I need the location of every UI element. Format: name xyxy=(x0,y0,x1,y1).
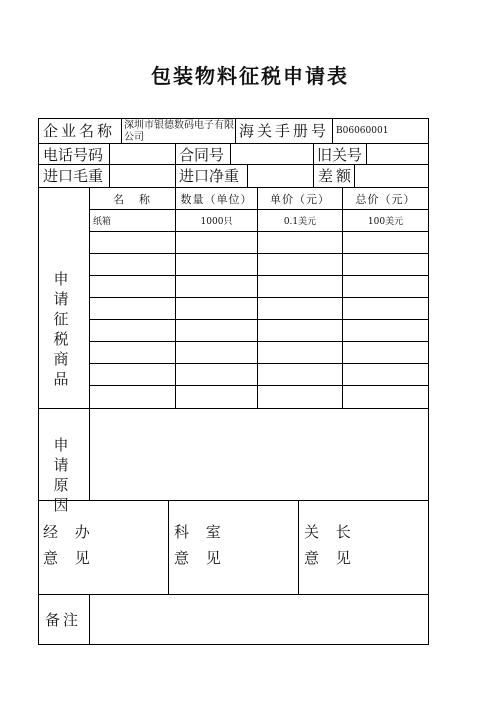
form-title: 包装物料征税申请表 xyxy=(151,64,349,88)
contract-field[interactable] xyxy=(231,144,312,164)
application-form xyxy=(38,118,429,645)
department-opinion-label xyxy=(174,522,227,568)
divider xyxy=(39,187,428,188)
goods-section-label-line: 征 税 xyxy=(53,310,73,348)
divider xyxy=(89,253,428,254)
goods-section-label-line: 申 请 xyxy=(53,270,73,308)
goods-section-label xyxy=(43,269,83,389)
customs-chief-opinion-label xyxy=(304,522,357,568)
divider xyxy=(313,164,314,187)
divider xyxy=(89,341,428,342)
department-opinion-label-line: 意 见 xyxy=(174,549,227,567)
phone-label: 电话号码 xyxy=(43,146,104,164)
import-net-weight-label: 进口净重 xyxy=(179,167,240,185)
divider xyxy=(89,319,428,320)
handler-opinion-label-line: 经 办 xyxy=(43,523,96,541)
difference-field[interactable] xyxy=(355,165,427,187)
divider xyxy=(39,408,428,409)
divider xyxy=(39,594,428,595)
old-customs-field[interactable] xyxy=(367,144,427,164)
goods-section-label-line: 商 品 xyxy=(53,350,73,388)
reason-label-line: 申 请 xyxy=(53,436,73,474)
customs-handbook-label: 海关手册号 xyxy=(239,122,330,140)
reason-label-line: 原 因 xyxy=(53,476,73,514)
divider xyxy=(89,385,428,386)
goods-header-quantity: 数量（单位） xyxy=(180,193,253,206)
divider xyxy=(89,209,428,210)
company-name-value[interactable]: 深圳市银德数码电子有限公司 xyxy=(124,120,234,143)
old-customs-label: 旧关号 xyxy=(317,146,363,164)
divider xyxy=(175,164,176,187)
import-gross-weight-field[interactable] xyxy=(110,165,174,187)
divider xyxy=(332,119,333,143)
phone-field[interactable] xyxy=(110,144,174,164)
company-name-label: 企业名称 xyxy=(43,122,116,140)
department-opinion-label-line: 科 室 xyxy=(174,523,227,541)
divider xyxy=(175,143,176,164)
divider xyxy=(235,119,236,143)
handler-opinion-label xyxy=(43,522,96,568)
remarks-field[interactable] xyxy=(91,596,427,643)
contract-label: 合同号 xyxy=(179,146,225,164)
divider xyxy=(89,275,428,276)
goods-header-name: 名 称 xyxy=(113,193,152,206)
reason-field[interactable] xyxy=(91,410,427,498)
reason-label xyxy=(43,435,83,515)
divider xyxy=(121,119,122,143)
goods-header-unit-price: 单价（元） xyxy=(270,193,330,206)
goods-cell-quantity[interactable]: 1000只 xyxy=(200,217,233,227)
divider xyxy=(89,187,90,500)
divider xyxy=(168,500,169,594)
customs-chief-opinion-label-line: 关 长 xyxy=(304,523,357,541)
goods-cell-total-price[interactable]: 100美元 xyxy=(367,217,404,227)
difference-label: 差额 xyxy=(318,167,355,185)
goods-cell-name[interactable]: 纸箱 xyxy=(93,217,112,227)
customs-handbook-value[interactable]: B06060001 xyxy=(336,126,389,136)
divider xyxy=(89,363,428,364)
handler-opinion-label-line: 意 见 xyxy=(43,549,96,567)
goods-cell-unit-price[interactable]: 0.1美元 xyxy=(283,217,317,227)
divider xyxy=(313,143,314,164)
divider xyxy=(298,500,299,594)
divider xyxy=(39,500,428,501)
divider xyxy=(89,231,428,232)
remarks-label: 备注 xyxy=(45,611,82,629)
goods-header-total-price: 总价（元） xyxy=(355,193,416,206)
customs-chief-opinion-label-line: 意 见 xyxy=(304,549,357,567)
import-gross-weight-label: 进口毛重 xyxy=(43,167,104,185)
divider xyxy=(89,297,428,298)
divider xyxy=(89,594,90,644)
import-net-weight-field[interactable] xyxy=(248,165,312,187)
